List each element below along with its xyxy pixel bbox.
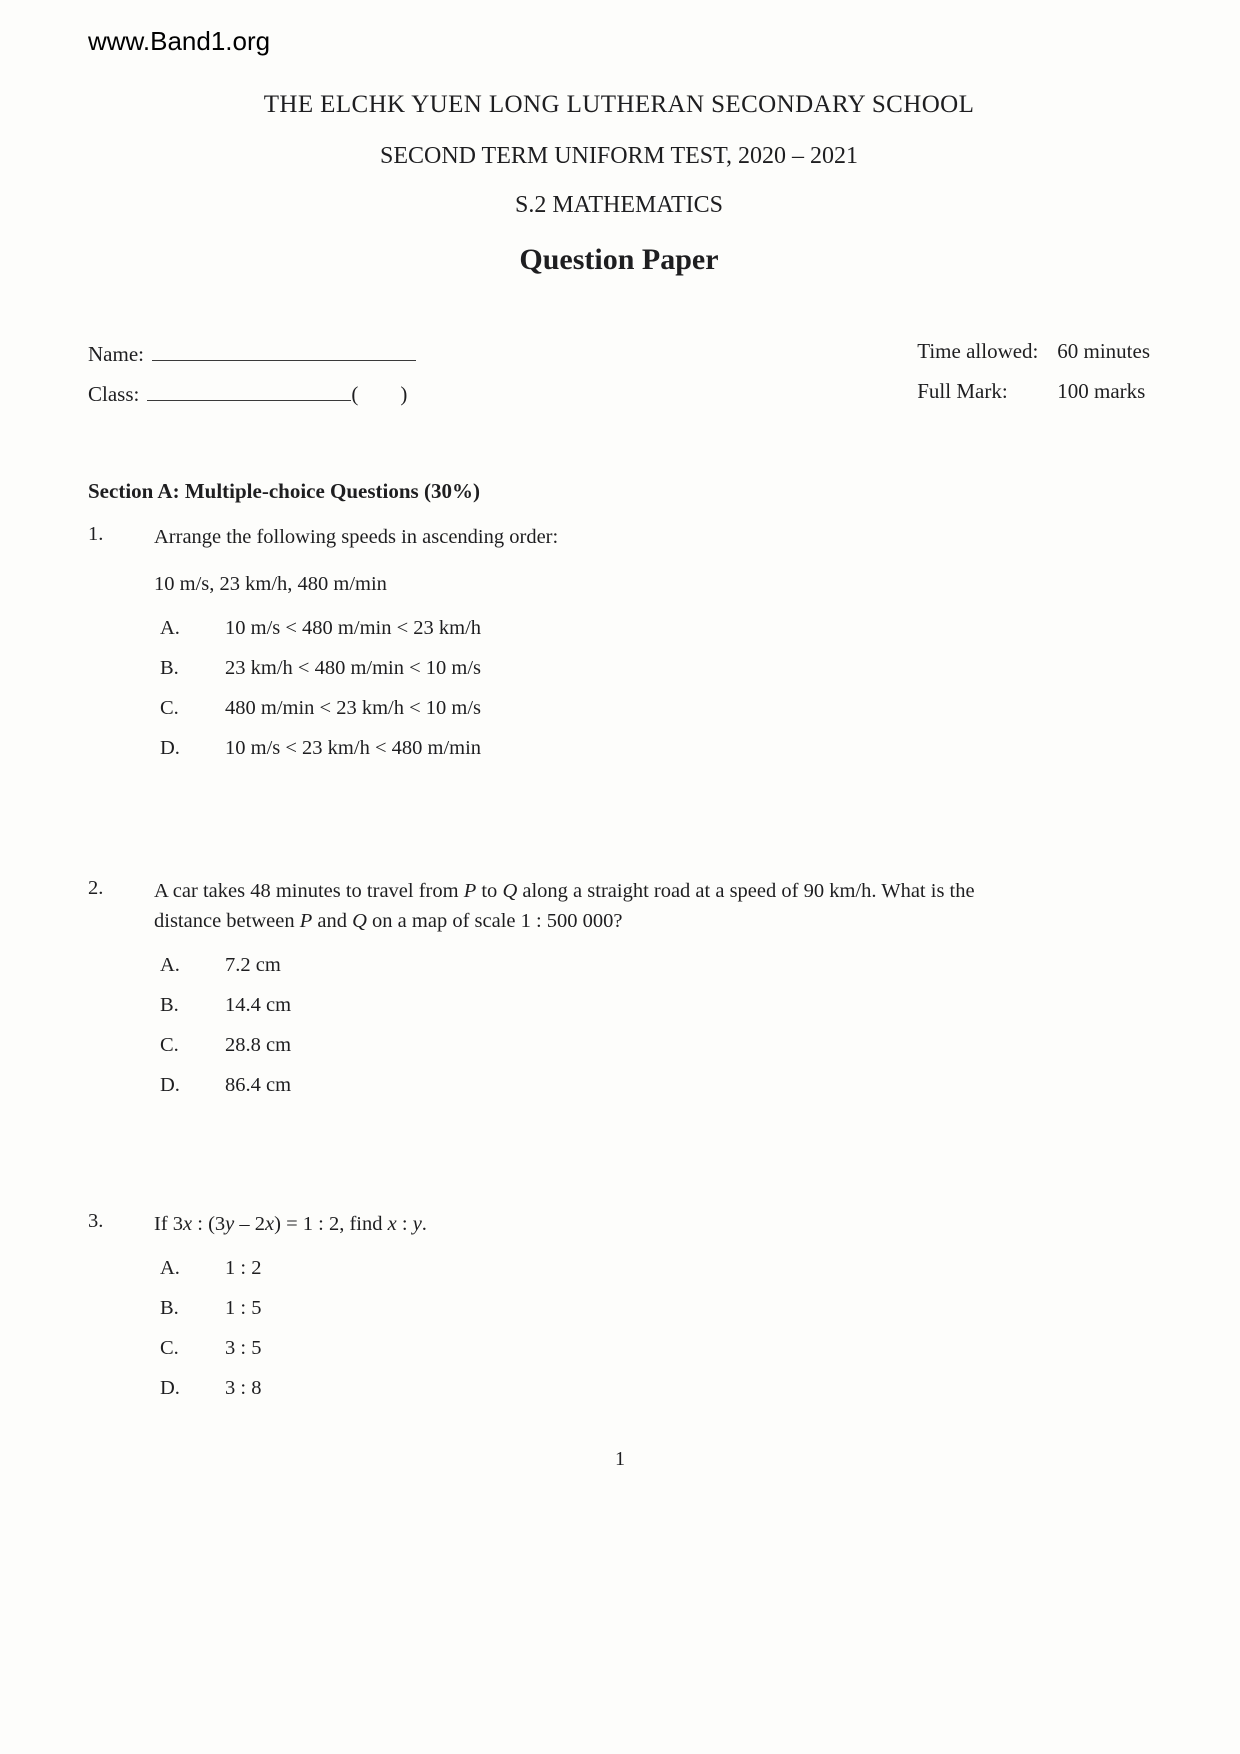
option-label: C. — [160, 1034, 179, 1056]
options-list — [154, 1256, 427, 1416]
option-row — [154, 1033, 1020, 1073]
section-a-title: Section A: Multiple-choice Questions (30%) — [88, 479, 480, 503]
question-body — [154, 522, 558, 776]
option-row — [154, 656, 558, 696]
math-variable: P — [299, 910, 313, 932]
math-variable: x — [387, 1213, 397, 1235]
option-text: 14.4 cm — [225, 994, 292, 1016]
math-variable: Q — [502, 880, 518, 902]
name-row — [88, 339, 416, 379]
option-label: D. — [160, 1377, 180, 1399]
full-mark-value: 100 marks — [1057, 379, 1146, 403]
options-list — [154, 953, 1020, 1113]
option-label: C. — [160, 697, 179, 719]
math-variable: x — [265, 1213, 275, 1235]
text-segment: – 2 — [234, 1213, 266, 1235]
info-right — [917, 339, 1150, 419]
option-label: A. — [160, 617, 180, 639]
option-label: D. — [160, 1074, 180, 1096]
text-segment: on a map of scale 1 : 500 000? — [366, 910, 623, 932]
class-number-parentheses: ( ) — [351, 382, 408, 406]
question-text — [154, 1209, 427, 1239]
option-row — [154, 736, 558, 776]
options-list — [154, 616, 558, 776]
class-label: Class: — [88, 382, 140, 406]
option-row — [154, 1073, 1020, 1113]
option-text: 1 : 2 — [225, 1257, 262, 1279]
info-block — [88, 339, 1150, 419]
question-3 — [88, 1209, 1150, 1416]
math-variable: y — [412, 1213, 422, 1235]
full-mark-row — [917, 379, 1150, 419]
info-left — [88, 339, 416, 419]
full-mark-label: Full Mark: — [917, 379, 1008, 403]
option-text: 1 : 5 — [225, 1297, 262, 1319]
name-blank-line — [152, 339, 416, 361]
option-text: 3 : 5 — [225, 1337, 262, 1359]
option-label: B. — [160, 657, 179, 679]
page-number: 1 — [615, 1448, 625, 1470]
option-label: B. — [160, 1297, 179, 1319]
school-name: THE ELCHK YUEN LONG LUTHERAN SECONDARY SCHOOL — [263, 91, 975, 118]
option-text: 10 m/s < 480 m/min < 23 km/h — [225, 617, 482, 639]
text-segment: ) = 1 : 2, find — [274, 1213, 388, 1235]
exam-title: SECOND TERM UNIFORM TEST, 2020 – 2021 — [379, 143, 859, 169]
option-row — [154, 993, 1020, 1033]
option-label: B. — [160, 994, 179, 1016]
text-segment: If 3 — [154, 1213, 184, 1235]
paper-header — [88, 91, 1150, 277]
question-1 — [88, 522, 1150, 776]
question-subtext: 10 m/s, 23 km/h, 480 m/min — [154, 573, 387, 595]
text-segment: to — [476, 880, 503, 902]
time-allowed-row — [917, 339, 1150, 379]
option-text: 23 km/h < 480 m/min < 10 m/s — [225, 657, 482, 679]
option-row — [154, 1376, 427, 1416]
text-segment: and — [312, 910, 353, 932]
class-blank-line — [147, 379, 351, 401]
question-body — [154, 1209, 427, 1416]
time-allowed-value: 60 minutes — [1057, 339, 1150, 363]
option-label: A. — [160, 1257, 180, 1279]
option-row — [154, 696, 558, 736]
option-text: 7.2 cm — [225, 954, 281, 976]
question-number: 2. — [88, 877, 104, 899]
option-text: 3 : 8 — [225, 1377, 262, 1399]
option-label: A. — [160, 954, 180, 976]
option-text: 28.8 cm — [225, 1034, 292, 1056]
name-label: Name: — [88, 342, 144, 366]
option-label: C. — [160, 1337, 179, 1359]
question-text: Arrange the following speeds in ascending order: — [154, 526, 559, 548]
option-row — [154, 953, 1020, 993]
paper-title: Question Paper — [519, 243, 719, 276]
question-2 — [88, 876, 1150, 1113]
text-segment: A car takes 48 minutes to travel from — [154, 880, 464, 902]
text-segment: : (3 — [192, 1213, 226, 1235]
text-segment: : — [396, 1213, 413, 1235]
question-number: 3. — [88, 1210, 104, 1232]
option-row — [154, 1296, 427, 1336]
text-segment: along a straight road at a speed of 90 km/h. What is the distance between — [154, 880, 975, 932]
option-text: 10 m/s < 23 km/h < 480 m/min — [225, 737, 482, 759]
math-variable: y — [225, 1213, 235, 1235]
watermark: www.Band1.org — [88, 26, 271, 56]
option-row — [154, 1256, 427, 1296]
time-allowed-label: Time allowed: — [917, 339, 1039, 363]
math-variable: Q — [352, 910, 367, 932]
math-variable: x — [183, 1213, 193, 1235]
math-variable: P — [463, 880, 477, 902]
question-number: 1. — [88, 523, 104, 545]
option-row — [154, 616, 558, 656]
option-row — [154, 1336, 427, 1376]
option-text: 480 m/min < 23 km/h < 10 m/s — [225, 697, 482, 719]
option-text: 86.4 cm — [225, 1074, 292, 1096]
class-row — [88, 379, 416, 419]
question-text — [154, 876, 1020, 936]
subject-title: S.2 MATHEMATICS — [514, 192, 724, 218]
option-label: D. — [160, 737, 180, 759]
text-segment: . — [421, 1213, 427, 1235]
question-body — [154, 876, 1020, 1113]
